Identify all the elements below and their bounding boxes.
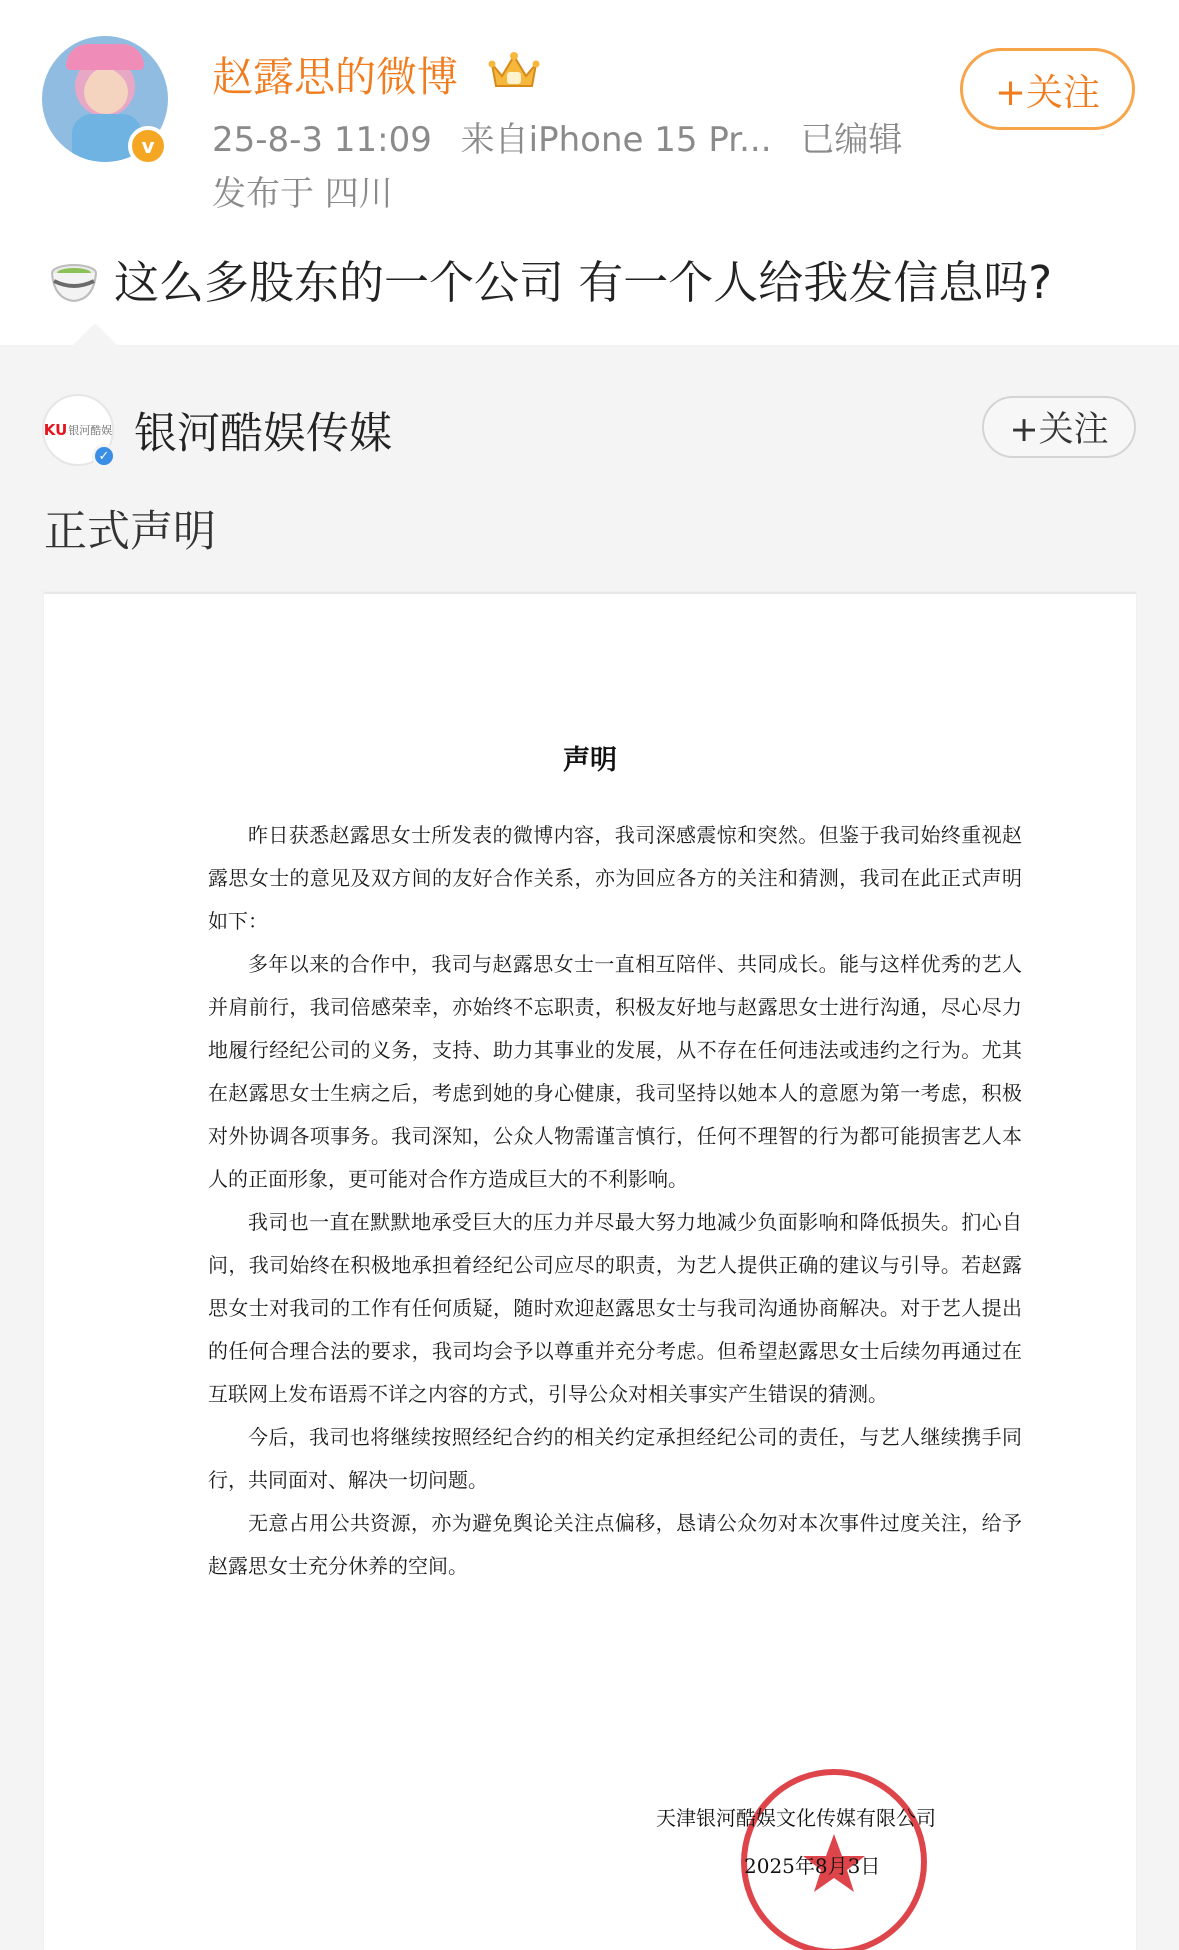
follow-button[interactable]: +关注 <box>960 48 1135 130</box>
doc-paragraph: 昨日获悉赵露思女士所发表的微博内容，我司深感震惊和突然。但鉴于我司始终重视赵露思女士的意见及双方间的友好合作关系，亦为回应各方的关注和猜测，我司在此正式声明如下： <box>208 823 1022 933</box>
doc-paragraph: 今后，我司也将继续按照经纪合约的相关约定承担经纪公司的责任，与艺人继续携手同行，共同面对、解决一切问题。 <box>208 1425 1022 1492</box>
doc-body <box>208 814 1022 1588</box>
doc-paragraph: 我司也一直在默默地承受巨大的压力并尽最大努力地减少负面影响和降低损失。扪心自问，我司始终在积极地承担着经纪公司应尽的职责，为艺人提供正确的建议与引导。若赵露思女士对我司的工作有任何质疑，随时欢迎赵露思女士与我司沟通协商解决。对于艺人提出的任何合理合法的要求，我司均会予以尊重并充分考虑。但希望赵露思女士后续勿再通过在互联网上发布语焉不详之内容的方式，引导公众对相关事实产生错误的猜测。 <box>208 1210 1022 1406</box>
post-edited[interactable]: 已编辑 <box>800 120 903 160</box>
org-verified-icon: ✓ <box>92 444 116 468</box>
post-time: 25-8-3 11:09 <box>212 120 432 160</box>
avatar-face <box>84 70 128 114</box>
poster-name[interactable]: 赵露思的微博 <box>212 53 458 101</box>
doc-signature: 天津银河酷娱文化传媒有限公司 <box>656 1806 936 1830</box>
post-text <box>44 246 1052 311</box>
repost-text: 正式声明 <box>44 507 216 557</box>
verified-icon: v <box>128 126 168 166</box>
org-name[interactable]: 银河酷娱传媒 <box>134 409 392 459</box>
org-logo-brand: KU <box>43 421 68 439</box>
crown-icon <box>488 50 540 92</box>
org-logo-text: 银河酷娱 <box>68 424 113 437</box>
post-meta <box>212 112 920 161</box>
doc-title: 声明 <box>563 745 617 776</box>
doc-divider <box>44 592 1136 594</box>
org-follow-button[interactable]: +关注 <box>982 396 1136 458</box>
doc-paragraph: 多年以来的合作中，我司与赵露思女士一直相互陪伴、共同成长。能与这样优秀的艺人并肩前行，我司倍感荣幸，亦始终不忘职责，积极友好地与赵露思女士进行沟通，尽心尽力地履行经纪公司的义务，支持、助力其事业的发展，从不存在任何违法或违约之行为。尤其在赵露思女士生病之后，考虑到她的身心健康，我司坚持以她本人的意愿为第一考虑，积极对外协调各项事务。我司深知，公众人物需谨言慎行，任何不理智的行为都可能损害艺人本人的正面形象，更可能对合作方造成巨大的不利影响。 <box>208 952 1022 1191</box>
post-location: 发布于 四川 <box>212 174 393 214</box>
post-source: 来自iPhone 15 Pr... <box>460 120 772 160</box>
statement-image[interactable] <box>44 592 1136 1950</box>
weibo-post <box>0 0 1179 345</box>
doc-date: 2025年8月3日 <box>744 1854 881 1878</box>
post-text-content: 这么多股东的一个公司 有一个人给我发信息吗? <box>114 256 1053 309</box>
tea-icon <box>44 249 104 309</box>
avatar-cap <box>66 44 144 70</box>
doc-paragraph: 无意占用公共资源，亦为避免舆论关注点偏移，恳请公众勿对本次事件过度关注，给予赵露思女士充分休养的空间。 <box>208 1511 1022 1578</box>
